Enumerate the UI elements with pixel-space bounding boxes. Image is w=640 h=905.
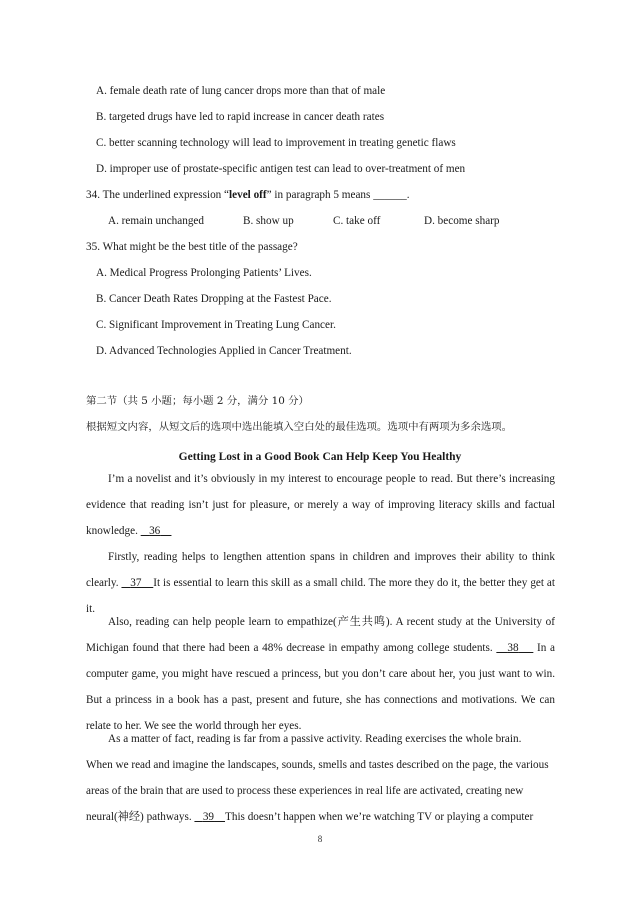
q35-option-d: D. Advanced Technologies Applied in Cancer Treatment.	[96, 345, 352, 357]
q34-option-c: C. take off	[333, 215, 381, 227]
q35-option-b: B. Cancer Death Rates Dropping at the Fastest Pace.	[96, 293, 332, 305]
q35-question: 35. What might be the best title of the passage?	[86, 241, 298, 253]
paragraph-1	[86, 466, 555, 544]
q33-option-b: B. targeted drugs have led to rapid increase in cancer death rates	[96, 111, 385, 123]
q34-suffix: ” in paragraph 5 means	[266, 189, 374, 201]
q34-question	[86, 188, 410, 202]
q35-option-a: A. Medical Progress Prolonging Patients’ Lives.	[96, 267, 312, 279]
q35-option-c: C. Significant Improvement in Treating Lung Cancer.	[96, 319, 336, 331]
q34-option-d: D. become sharp	[424, 215, 500, 227]
blank-36: 36	[149, 525, 161, 537]
paragraph-4-line-3: areas of the brain that are used to process these experiences in real life are activated, creating new	[86, 785, 524, 797]
paragraph-3	[86, 609, 555, 739]
paragraph-4-text-a: neural(神经) pathways.	[86, 811, 195, 823]
paragraph-4-line-2: When we read and imagine the landscapes, sounds, smells and tastes described on the page, the various	[86, 759, 549, 771]
q34-option-b: B. show up	[243, 215, 294, 227]
q33-option-a: A. female death rate of lung cancer drops more than that of male	[96, 85, 386, 97]
paragraph-3-text-a: Also, reading can help people learn to empathize(产生共鸣). A recent study at the University of Michigan found that there had been a 48% decrease in empathy among college students.	[86, 616, 555, 654]
q34-end: .	[406, 189, 410, 201]
q33-option-c: C. better scanning technology will lead to improvement in treating genetic flaws	[96, 137, 456, 149]
section-heading: 第二节（共 5 小题；每小题 2 分，满分 10 分）	[86, 395, 309, 407]
paragraph-2-text-b: It is essential to learn this skill as a small child. The more they do it, the better they get at it.	[86, 577, 556, 615]
paragraph-3-text-b: In a computer game, you might have rescued a princess, but you don’t care about her, you just want to win. But a princess in a book has a past, present and future, she has connections and motivations. We can relate to her. We see the world through her eyes.	[86, 642, 555, 732]
q33-option-d: D. improper use of prostate-specific antigen test can lead to over-treatment of men	[96, 163, 466, 175]
section-instruction: 根据短文内容，从短文后的选项中选出能填入空白处的最佳选项。选项中有两项为多余选项。	[86, 421, 513, 433]
paragraph-2-text-a: Firstly, reading helps to lengthen attention spans in children and improves their ability to think clearly.	[86, 551, 555, 589]
paragraph-4-line-1: As a matter of fact, reading is far from a passive activity. Reading exercises the whole brain.	[108, 733, 522, 745]
q34-keyword: level off	[229, 189, 267, 201]
paragraph-1-text: I’m a novelist and it’s obviously in my interest to encourage people to read. But there’s increasing evidence that reading isn’t just for pleasure, or merely a way of improving literacy skills and factual knowledge.	[86, 473, 555, 537]
q34-prefix: 34. The underlined expression “	[86, 189, 230, 201]
blank-37: 37	[130, 577, 142, 589]
paragraph-4-line-4	[86, 810, 533, 824]
blank-38: 38	[507, 642, 519, 654]
q34-option-a: A. remain unchanged	[108, 215, 204, 227]
page-number: 8	[317, 834, 323, 844]
paragraph-4-text-b: This doesn’t happen when we’re watching TV or playing a computer	[225, 811, 534, 823]
q34-blank: ______	[373, 189, 407, 201]
passage-title: Getting Lost in a Good Book Can Help Keep You Healthy	[178, 451, 462, 463]
blank-39: 39	[202, 811, 215, 823]
